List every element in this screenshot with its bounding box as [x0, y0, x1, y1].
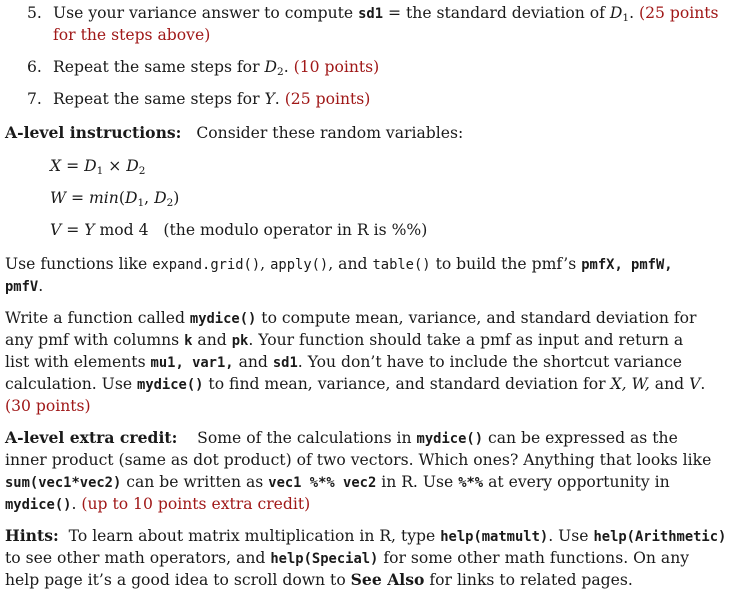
extra-credit-line-1	[5, 428, 678, 449]
equation-x	[50, 156, 145, 176]
inline-code: help(matmult)	[440, 529, 549, 545]
extra-credit-line-4	[5, 494, 310, 515]
para-text: to see other math operators, and	[5, 549, 271, 567]
item-text: Repeat the same steps for	[53, 58, 265, 76]
inline-code: help(Arithmetic)	[593, 529, 727, 545]
math-paren: (	[118, 189, 125, 207]
build-pmf-paragraph-line-2	[5, 276, 43, 297]
points-label: (25 points)	[284, 90, 371, 108]
para-text: help page it’s a good idea to scroll down to	[5, 571, 351, 589]
inline-code: mydice()	[189, 311, 257, 327]
para-text: can be written as	[121, 473, 269, 491]
para-text: at every opportunity in	[483, 473, 670, 491]
math-op: =	[66, 189, 90, 207]
para-text: and	[233, 353, 273, 371]
inline-code: apply()	[270, 257, 329, 273]
math-var: D	[84, 157, 97, 175]
math-subscript: 2	[166, 197, 174, 209]
hints-line-3	[5, 570, 633, 590]
math-subscript: 2	[138, 165, 146, 177]
points-label-continued: for the steps above)	[53, 26, 211, 44]
para-text: to compute mean, variance, and standard deviation for	[256, 309, 697, 327]
see-also-emphasis: See Also	[350, 570, 425, 589]
item-number: 6.	[27, 58, 42, 76]
para-text: . You don’t have to include the shortcut variance	[297, 353, 683, 371]
inline-code: mydice()	[416, 431, 483, 447]
item-number: 5.	[27, 4, 42, 22]
math-op: =	[61, 221, 85, 239]
para-text: for some other math functions. On any	[378, 549, 690, 567]
para-text: to find mean, variance, and standard deviation for	[203, 375, 611, 393]
para-text: to build the pmf’s	[430, 255, 582, 273]
math-var: D	[609, 4, 623, 22]
math-var: Y	[84, 221, 95, 239]
para-text: calculation. Use	[5, 375, 138, 393]
points-label: (up to 10 points extra credit)	[81, 495, 311, 513]
para-text: Some of the calculations in	[197, 429, 417, 447]
math-var: D	[124, 189, 138, 207]
para-text: . Your function should take a pmf as input and return a	[248, 331, 684, 349]
para-text: Write a function called	[5, 309, 190, 327]
para-text: for links to related pages.	[424, 571, 633, 589]
build-pmf-paragraph	[5, 254, 673, 275]
section-intro: Consider these random variables:	[196, 124, 464, 142]
list-item-6	[27, 57, 379, 77]
math-op: =	[61, 157, 85, 175]
section-heading: A-level extra credit:	[5, 428, 178, 447]
math-op: ×	[103, 157, 127, 175]
para-text: .	[71, 495, 82, 513]
math-subscript: 2	[277, 66, 284, 78]
function-paragraph-line-1	[5, 308, 696, 329]
inline-code: %*%	[458, 475, 484, 491]
inline-code: sum(vec1*vec2)	[5, 475, 122, 491]
function-paragraph-line-2	[5, 330, 683, 351]
math-var: D	[126, 157, 139, 175]
inline-code: pmfV	[5, 279, 39, 295]
para-text: .	[38, 277, 44, 295]
equation-w	[50, 188, 179, 208]
inline-code: sd1	[272, 355, 298, 371]
para-text: in R. Use	[376, 473, 459, 491]
inline-code: sd1	[358, 6, 384, 22]
a-level-instructions	[5, 123, 463, 143]
inline-code: k	[184, 333, 193, 349]
points-label: (10 points)	[293, 58, 380, 76]
math-var: V	[689, 375, 701, 393]
math-var: X	[50, 157, 62, 175]
para-text: , and	[328, 255, 373, 273]
item-text: .	[283, 58, 294, 76]
item-number: 7.	[27, 90, 42, 108]
hints-line-1	[5, 526, 726, 547]
math-subscript: 1	[137, 197, 145, 209]
math-subscript: 1	[622, 12, 630, 24]
inline-code: expand.grid()	[152, 257, 261, 273]
para-text: and	[192, 331, 232, 349]
para-text: can be expressed as the	[483, 429, 678, 447]
function-paragraph-line-3	[5, 352, 682, 373]
inline-code: help(Special)	[270, 551, 379, 567]
inline-code: table()	[372, 257, 431, 273]
para-text: and	[649, 375, 690, 393]
inline-code: mydice()	[5, 497, 72, 513]
hints-line-2	[5, 548, 689, 569]
list-item-7	[27, 89, 370, 109]
points-label: (25 points	[639, 4, 719, 22]
math-var: D	[264, 58, 277, 76]
inline-code: pk	[231, 333, 249, 349]
function-paragraph-line-4	[5, 374, 705, 395]
section-heading: Hints:	[5, 526, 59, 545]
inline-code: pmfX, pmfW,	[581, 257, 673, 273]
math-var: Y	[264, 90, 275, 108]
equation-note: (the modulo operator in R is %%)	[163, 221, 428, 239]
item-text: .	[629, 4, 639, 22]
section-heading: A-level instructions:	[5, 123, 182, 142]
para-text: To learn about matrix multiplication in R, type	[68, 527, 441, 545]
para-text: Use functions like	[5, 255, 153, 273]
inline-code: vec1 %*% vec2	[268, 475, 377, 491]
para-text: ,	[260, 255, 271, 273]
math-var: D	[154, 189, 167, 207]
item-text: Use your variance answer to compute	[53, 4, 359, 22]
math-paren: )	[173, 189, 180, 207]
math-var: X, W,	[610, 375, 650, 393]
para-text: .	[700, 375, 706, 393]
math-function: min	[89, 189, 119, 207]
item-text: .	[274, 90, 285, 108]
math-mod: mod 4	[94, 221, 149, 239]
points-label: (30 points)	[5, 397, 91, 415]
inline-code: mu1, var1,	[150, 355, 234, 371]
math-var: W	[50, 189, 67, 207]
extra-credit-line-3	[5, 472, 670, 493]
list-item-5	[27, 3, 719, 24]
math-subscript: 1	[96, 165, 104, 177]
math-var: V	[50, 221, 62, 239]
extra-credit-line-2: inner product (same as dot product) of two vectors. Which ones? Anything that looks like	[5, 451, 712, 469]
item-text: Repeat the same steps for	[53, 90, 265, 108]
para-text: list with elements	[5, 353, 151, 371]
math-sep: ,	[144, 189, 155, 207]
para-text: . Use	[548, 527, 594, 545]
inline-code: mydice()	[137, 377, 204, 393]
para-text: any pmf with columns	[5, 331, 185, 349]
equation-v	[50, 220, 427, 240]
item-text: = the standard deviation of	[383, 4, 610, 22]
